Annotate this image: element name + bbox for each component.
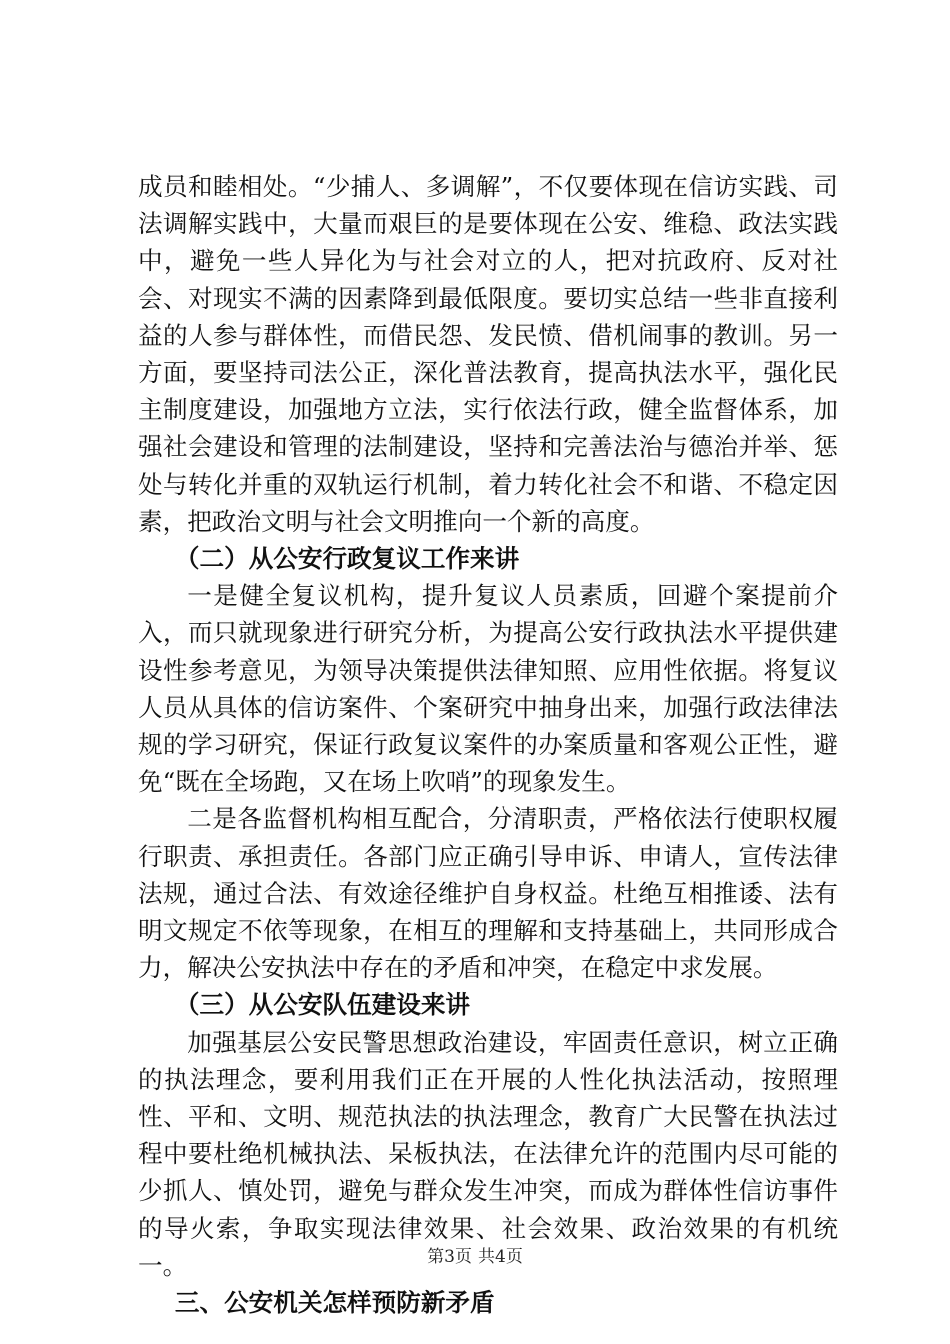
section-heading-2: （二）从公安行政复议工作来讲 xyxy=(174,544,520,574)
section-3-paragraph-1: 加强基层公安民警思想政治建设，牢固责任意识，树立正确的执法理念，要利用我们正在开展的人性化执法活动，按照理性、平和、文明、规范执法的执法理念，教育广大民警在执法过程中要杜绝机械执法、呆板执法，在法律允许的范围内尽可能的少抓人、慎处罚，避免与群众发生冲突，而成为群体性信访事件的导火索，争取实现法律效果、社会效果、政治效果的有机统一。 xyxy=(138,1027,838,1280)
section-2-paragraph-2: 二是各监督机构相互配合，分清职责，严格依法行使职权履行职责、承担责任。各部门应正确引导申诉、申请人，宣传法律法规，通过合法、有效途径维护自身权益。杜绝互相推诿、法有明文规定不依等现象，在相互的理解和支持基础上，共同形成合力，解决公安执法中存在的矛盾和冲突，在稳定中求发展。 xyxy=(138,804,838,983)
page-number: 第3页 xyxy=(427,1247,472,1267)
document-body xyxy=(138,168,838,1321)
page-footer xyxy=(0,1245,950,1269)
section-2-paragraph-1: 一是健全复议机构，提升复议人员素质，回避个案提前介入，而只就现象进行研究分析，为提高公安行政执法水平提供建设性参考意见，为领导决策提供法律知照、应用性依据。将复议人员从具体的信访案件、个案研究中抽身出来，加强行政法律法规的学习研究，保证行政复议案件的办案质量和客观公正性，避免“既在全场跑，又在场上吹哨”的现象发生。 xyxy=(138,581,838,797)
page-total: 共4页 xyxy=(478,1247,523,1267)
chapter-heading-3: 三、公安机关怎样预防新矛盾 xyxy=(174,1288,495,1318)
body-paragraph-continued: 成员和睦相处。“少捕人、多调解”，不仅要体现在信访实践、司法调解实践中，大量而艰巨的是要体现在公安、维稳、政法实践中，避免一些人异化为与社会对立的人，把对抗政府、反对社会、对现实不满的因素降到最低限度。要切实总结一些非直接利益的人参与群体性，而借民怨、发民愤、借机闹事的教训。另一方面，要坚持司法公正，深化普法教育，提高执法水平，强化民主制度建设，加强地方立法，实行依法行政，健全监督体系，加强社会建设和管理的法制建设，坚持和完善法治与德治并举、惩处与转化并重的双轨运行机制，着力转化社会不和谐、不稳定因素，把政治文明与社会文明推向一个新的高度。 xyxy=(138,172,838,536)
section-heading-3: （三）从公安队伍建设来讲 xyxy=(174,990,471,1020)
